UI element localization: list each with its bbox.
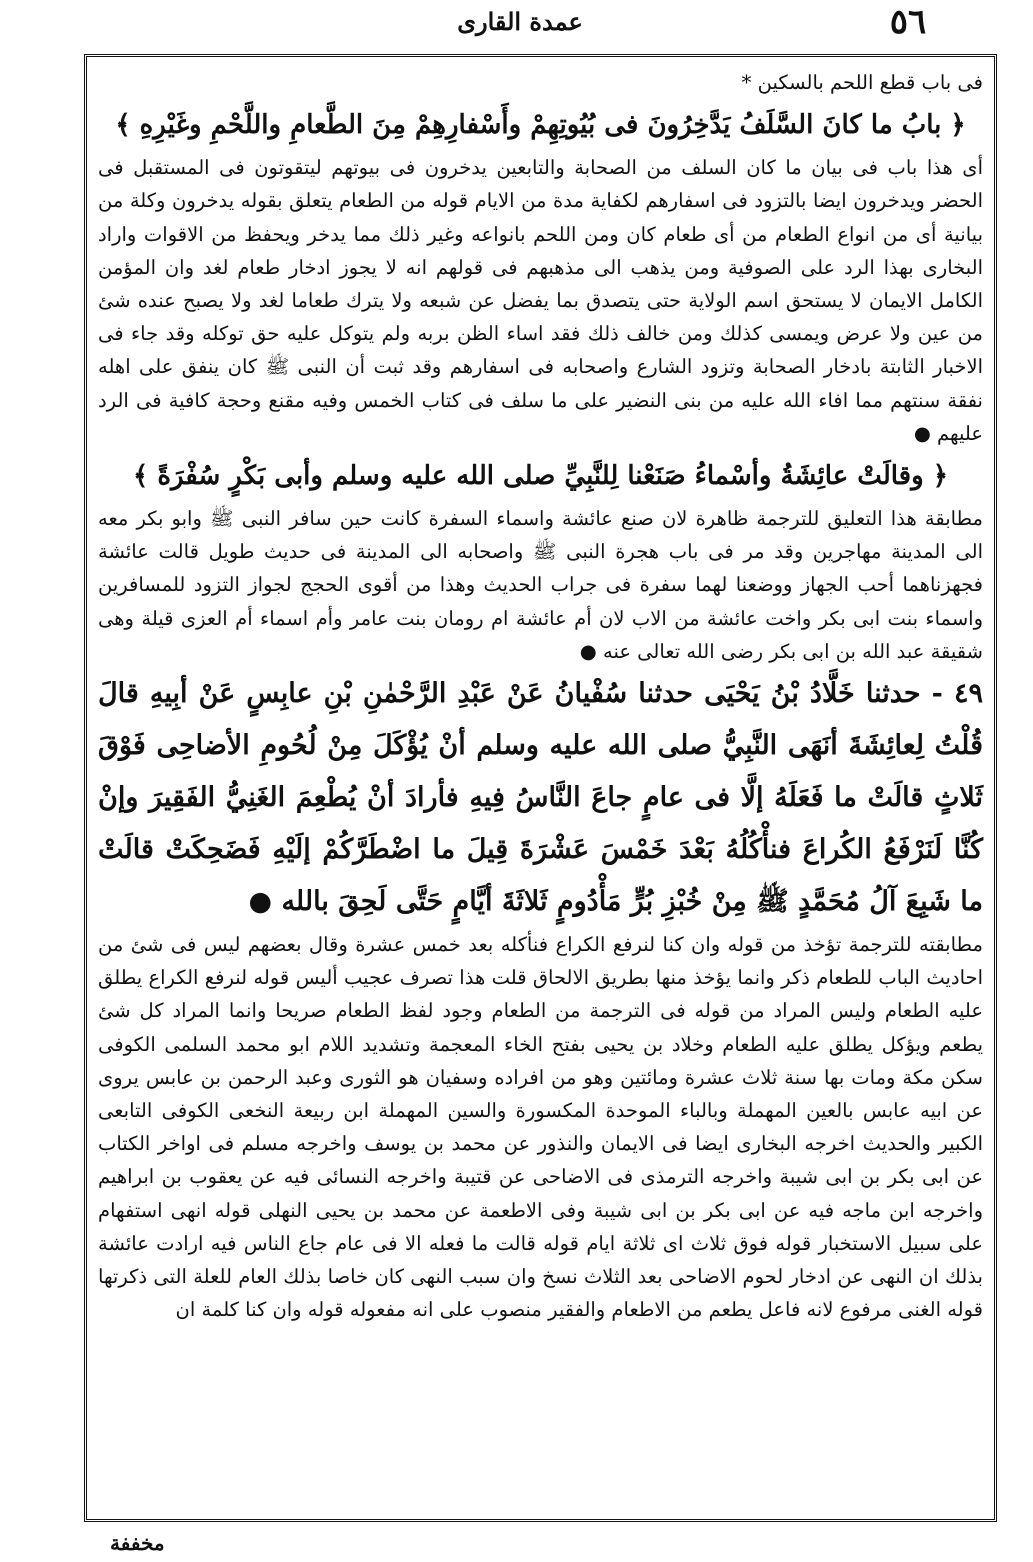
hadith-commentary-paragraph: مطابقته للترجمة تؤخذ من قوله وان كنا لنرفع الكراع فنأكله بعد خمس عشرة وقال بعضهم ليس فى شئ من احاديث الباب للطعام ذكر وانما يؤخذ منها بطريق الالحاق قلت هذا تصرف عجيب أليس قوله لنرفع الكراع يطلق عليه الطعام وليس المراد من قوله فى الترجمة من الطعام وجود لفظ الطعام صريحا وانما المراد كل شئ يطعم ويؤكل يطلق عليه الطعام وخلاد بن يحيى بفتح الخاء المعجمة وتشديد اللام ابو محمد السلمى الكوفى سكن مكة ومات بها سنة ثلاث عشرة ومائتين وهو من افراده وسفيان هو الثورى وعبد الرحمن بن عابس يروى عن ابيه عابس بالعين المهملة وبالباء الموحدة المكسورة والسين المهملة ابن ربيعة النخعى الكوفى التابعى الكبير والحديث اخرجه البخارى ايضا فى الايمان والنذور عن محمد بن يوسف واخرجه مسلم فى اواخر الكتاب عن ابى بكر بن ابى شيبة واخرجه الترمذى فى الاضاحى عن قتيبة واخرجه النسائى فيه عن يعقوب بن ابراهيم واخرجه ابن ماجه فيه عن ابى بكر بن ابى شيبة وفى الاطعمة عن محمد بن يحيى النهلى قوله انهى استفهام على سبيل الاستخبار قوله فوق ثلاث اى ثلاثة ايام قوله قالت ما فعله الا فى عام جاع الناس فيه ارادت عائشة بذلك ان النهى عن ادخار لحوم الاضاحى بعد الثلاث نسخ وان سبب النهى كان خاصا بذلك العام للعلة التى ذكرتها قوله الغنى مرفوع لانه فاعل يطعم من الاطعام والفقير منصوب على انه مفعوله قوله وان كنا كلمة ان: [98, 933, 983, 1322]
catchword: مخففة: [110, 1531, 165, 1555]
page-header: [0, 0, 1033, 44]
chapter-commentary-paragraph: أى هذا باب فى بيان ما كان السلف من الصحابة والتابعين يدخرون فى بيوتهم ليتقوتون فى المستقبل فى الحضر ويدخرون ايضا بالتزود فى اسفارهم لكفاية مدة من الايام قوله من الطعام يتعلق بقوله يدخرون وكلة من بيانية أى من انواع الطعام من أى طعام كان ومن اللحم بانواعه وغير ذلك مما يدخر ويحفظ من الاقوات واراد البخارى بهذا الرد على الصوفية ومن يذهب الى مذهبهم فى قولهم انه لا يجوز ادخار طعام لغد وان المؤمن الكامل الايمان لا يستحق اسم الولاية حتى يتصدق بما يفضل عن شبعه ولا يترك طعاما لغد ولا يصبح عنده شئ من عين ولا عرض ويمسى كذلك ومن خالف ذلك فقد اساء الظن بربه ولم يتوكل عليه حق توكله وقد جاء فى الاخبار الثابتة بادخار الصحابة وتزود الشارع واصحابه فى اسفارهم وقد ثبت أن النبى ﷺ كان ينفق على اهله نفقة سنتهم مما افاء الله عليه من بنى النضير على ما سلف فى كتاب الخمس وفيه مقنع وحجة كافية فى الرد عليهم ●: [98, 156, 983, 445]
hadith-49-text: ٤٩ - حدثنا خَلَّادُ بْنُ يَحْيَى حدثنا سُفْيانُ عَنْ عَبْدِ الرَّحْمٰنِ بْنِ عابِسٍ عَنْ أبِيهِ قالَ قُلْتُ لِعائِشَةَ أنَهَى النَّبِيُّ صلى الله عليه وسلم أنْ يُؤْكَلَ مِنْ لُحُومِ الأضاحِى فَوْقَ ثَلاثٍ قالَتْ ما فَعَلَهُ إلَّا فى عامٍ جاعَ النَّاسُ فِيهِ فأرادَ أنْ يُطْعِمَ الغَنِيُّ الفَقِيرَ وإنْ كُنَّا لَنَرْفَعُ الكُراعَ فنأْكُلُهُ بَعْدَ خَمْسَ عَشْرَةَ قِيلَ ما اضْطَرَّكُمْ إلَيْهِ فَضَحِكَتْ قالَتْ ما شَبِعَ آلُ مُحَمَّدٍ ﷺ مِنْ خُبْزِ بُرٍّ مَأْدُومٍ ثَلاثَةَ أيَّامٍ حَتَّى لَحِقَ بالله ●: [98, 678, 983, 918]
running-title: عمدة القاری: [457, 7, 583, 36]
main-text-block: [98, 66, 983, 1326]
aisha-statement-heading: ﴿ وقالَتْ عائِشَةُ وأسْماءُ صَنَعْنا لِلنَّبِيِّ صلى الله عليه وسلم وأبى بَكْرٍ سُفْرَةً ﴾: [133, 461, 948, 492]
aisha-commentary-paragraph: مطابقة هذا التعليق للترجمة ظاهرة لان صنع عائشة واسماء السفرة كانت حين سافر النبى ﷺ وابو بكر معه الى المدينة مهاجرين وقد مر فى باب هجرة النبى ﷺ واصحابه الى المدينة فى حديث طويل قالت عائشة فجهزناهما أحب الجهاز ووضعنا لهما سفرة فى جراب الحديث وهذا من أقوى الحجج لجواز التزود للمسافرين واسماء بنت ابى بكر واخت عائشة من الاب لان أم عائشة ام رومان بنت عامر وأم اسماء أم العزى قيلة وهى شقيقة عبد الله بن ابى بكر رضى الله تعالى عنه ●: [98, 507, 983, 663]
page-number: ٥٦: [889, 2, 927, 42]
chapter-heading: ﴿ بابُ ما كانَ السَّلَفُ يَدَّخِرُونَ فى بُيُوتِهِمْ وأَسْفارِهِمْ مِنَ الطَّعامِ واللَّحْمِ وغَيْرِهِ ﴾: [115, 110, 966, 141]
chapter-intro-line: فى باب قطع اللحم بالسكين *: [741, 71, 983, 94]
